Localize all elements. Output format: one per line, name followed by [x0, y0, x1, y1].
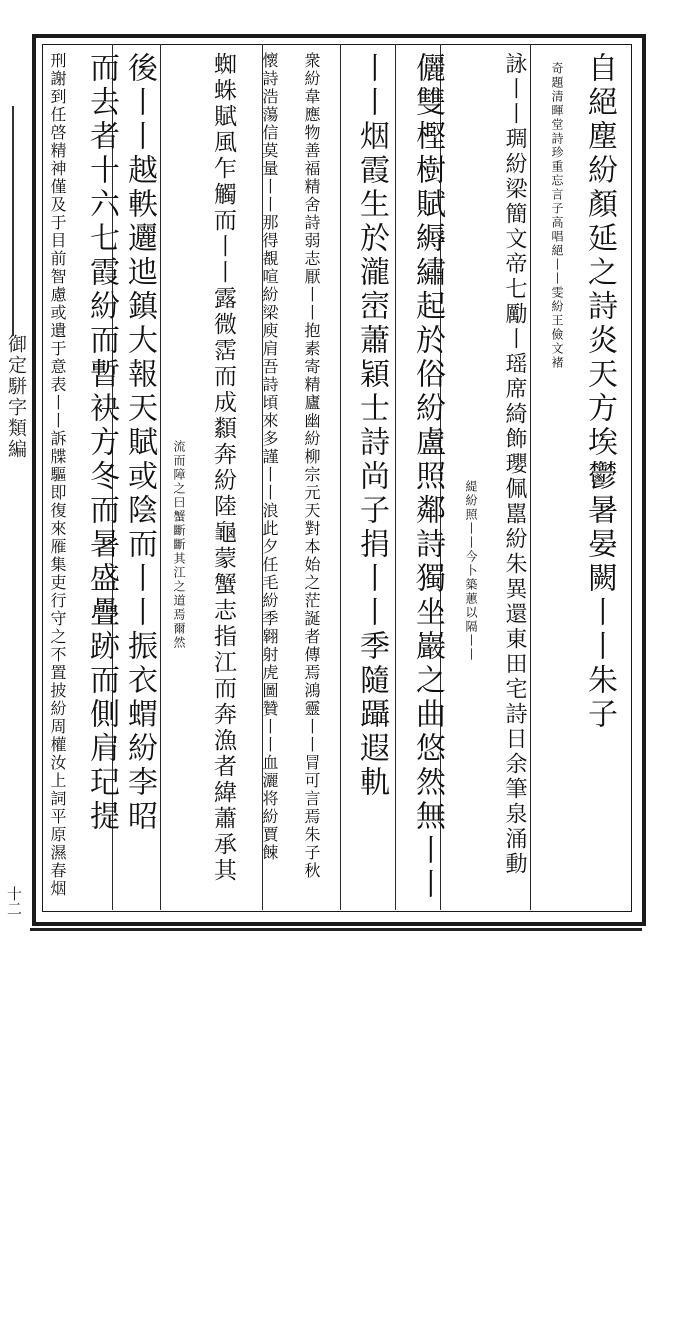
text-column-11: 後丨丨越軼邐迆鎮大報天賦或陰而丨丨振衣蝟紛李昭 — [122, 52, 157, 834]
text-column-2: 奇題清暉堂詩珍重忘言子高唱絕丨丨雯紛王儉文褚 — [550, 62, 564, 370]
text-column-8: 懷詩浩蕩信莫量丨丨那得覩喧紛梁庾肩吾詩頃來多謹丨丨浪此夕任毛紛季翱射虎圖贊丨丨血灑将紛賈餗 — [260, 52, 279, 862]
bottom-scan-edge — [30, 928, 642, 945]
text-column-7: 衆紛韋應物善福精舍詩弱志厭丨丨抱素寄精廬幽紛柳宗元天對本始之茫誕者傳焉鴻靈丨丨冐可言焉朱子秋 — [302, 52, 321, 880]
column-rule — [340, 44, 341, 910]
text-column-1: 自絕塵紛顏延之詩炎天方埃鬱暑晏闕丨丨朱子 — [582, 52, 617, 732]
text-column-13: 刑謝到任啓精神僅及于目前智慮或遺于意表丨丨訴牒驅即復來雁集吏行守之不置披紛周權汝上詞平原濕春烟 — [48, 52, 67, 898]
text-column-4: 緹紛照丨丨今卜築蕙以隔丨丨 — [464, 480, 478, 662]
text-column-9: 蜘蛛賦風乍觸而丨丨露微霑而成纇奔紛陸龜蒙蟹志指江而奔漁者緯蕭承其 — [210, 52, 236, 884]
text-column-5: 儷雙樫樹賦縟繡起於俗紛盧照鄰詩獨坐巖之曲悠然無丨丨 — [410, 52, 445, 902]
margin-strip — [0, 34, 32, 926]
column-rule — [395, 44, 396, 910]
page-number: 十二 — [5, 886, 23, 916]
column-rule — [530, 44, 531, 910]
text-column-3: 詠丨丨琱紛梁簡文帝七勵丨瑶席綺飾瓔佩嚚紛朱異還東田宅詩日余筆泉涌動 — [502, 52, 527, 877]
book-title: 御定駢字類編 — [5, 334, 27, 460]
text-column-6: 丨丨烟霞生於瀧崈蕭穎士詩尚子捐丨丨季隨躡遐軌 — [354, 52, 389, 800]
text-column-10: 流而障之曰蟹斷斷其江之道焉爾然 — [172, 440, 186, 650]
text-column-12: 而去者十六七霞紛而暫袂方冬而暑盛疊跡而側肩玘提 — [84, 52, 119, 834]
column-rule — [160, 44, 161, 910]
margin-fish-tail-mark — [12, 106, 26, 336]
